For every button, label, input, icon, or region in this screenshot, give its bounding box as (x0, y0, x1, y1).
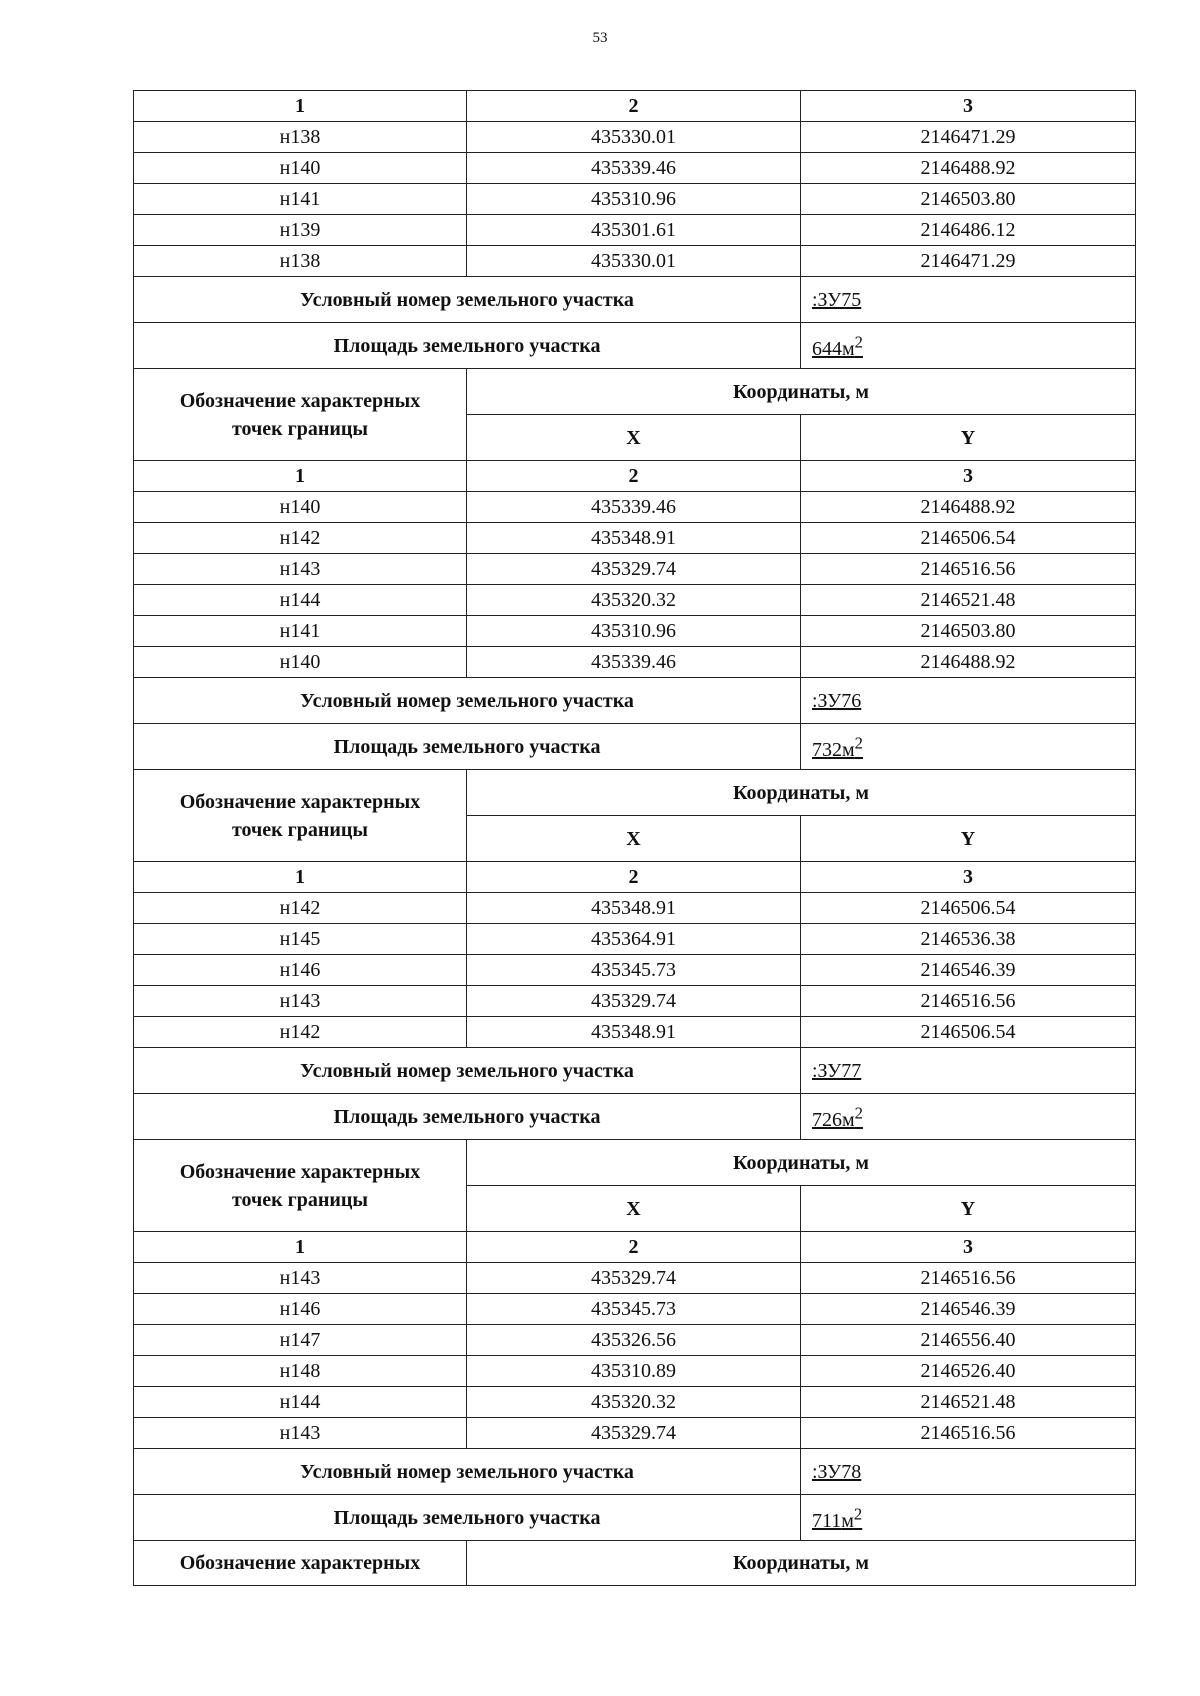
designation-label-line2: точек границы (231, 818, 369, 841)
coordinate-row (134, 492, 1136, 523)
x-coordinate-cell: 435320.32 (467, 1387, 801, 1418)
coordinate-row (134, 1387, 1136, 1418)
coordinates-header: Координаты, м (467, 1140, 1136, 1186)
x-coordinate-cell: 435329.74 (467, 1418, 801, 1449)
x-coordinate-cell: 435310.96 (467, 616, 801, 647)
point-designation-cell: н147 (134, 1325, 467, 1356)
y-coordinate-cell: 2146546.39 (801, 955, 1136, 986)
x-coordinate-cell: 435348.91 (467, 893, 801, 924)
area-power: 2 (854, 332, 863, 352)
parcel-number-value (801, 678, 1136, 724)
area-unit: м (841, 1509, 854, 1532)
coordinates-header: Координаты, м (467, 770, 1136, 816)
area-unit: м (842, 337, 855, 360)
coordinate-row (134, 616, 1136, 647)
parcel-number-label: Условный номер земельного участка (134, 1449, 801, 1495)
column-number-cell: 1 (134, 862, 467, 893)
parcel-number-value (801, 1048, 1136, 1094)
parcel-number-label: Условный номер земельного участка (134, 277, 801, 323)
designation-label-line2: точек границы (231, 417, 369, 440)
x-coordinate-cell: 435320.32 (467, 585, 801, 616)
parcel-area-value (801, 1094, 1136, 1140)
designation-header (134, 369, 467, 461)
x-coordinate-cell: 435339.46 (467, 153, 801, 184)
x-coordinate-cell: 435329.74 (467, 986, 801, 1017)
point-designation-cell: н143 (134, 554, 467, 585)
column-number-row (134, 862, 1136, 893)
coordinate-row (134, 585, 1136, 616)
designation-header (134, 1541, 467, 1586)
point-designation-cell: н141 (134, 184, 467, 215)
point-designation-cell: н148 (134, 1356, 467, 1387)
parcel-number-row (134, 678, 1136, 724)
y-coordinate-cell: 2146503.80 (801, 616, 1136, 647)
x-coordinate-cell: 435364.91 (467, 924, 801, 955)
coordinate-row (134, 1017, 1136, 1048)
x-coordinate-cell: 435329.74 (467, 1263, 801, 1294)
parcel-number: :ЗУ78 (812, 1460, 862, 1483)
parcel-number-value (801, 1449, 1136, 1495)
point-designation-cell: н140 (134, 153, 467, 184)
coordinate-row (134, 1418, 1136, 1449)
area-power: 2 (854, 733, 863, 753)
y-coordinate-cell: 2146546.39 (801, 1294, 1136, 1325)
y-coordinate-cell: 2146506.54 (801, 523, 1136, 554)
x-coordinate-cell: 435348.91 (467, 523, 801, 554)
coordinate-row (134, 153, 1136, 184)
y-axis-header: Y (801, 415, 1136, 461)
point-designation-cell: н142 (134, 1017, 467, 1048)
point-designation-cell: н138 (134, 122, 467, 153)
coordinate-row (134, 246, 1136, 277)
y-coordinate-cell: 2146521.48 (801, 1387, 1136, 1418)
point-designation-cell: н140 (134, 647, 467, 678)
column-number-cell: 1 (134, 461, 467, 492)
coordinate-row (134, 647, 1136, 678)
coordinate-row (134, 122, 1136, 153)
y-coordinate-cell: 2146526.40 (801, 1356, 1136, 1387)
parcel-number-label: Условный номер земельного участка (134, 678, 801, 724)
column-number-cell: 2 (467, 461, 801, 492)
coordinates-header-row (134, 369, 1136, 415)
y-coordinate-cell: 2146488.92 (801, 153, 1136, 184)
page-number: 53 (592, 30, 608, 46)
parcel-area (812, 733, 863, 761)
point-designation-cell: н141 (134, 616, 467, 647)
y-coordinate-cell: 2146471.29 (801, 246, 1136, 277)
point-designation-cell: н144 (134, 585, 467, 616)
parcel-area (812, 1103, 863, 1131)
x-coordinate-cell: 435326.56 (467, 1325, 801, 1356)
designation-header (134, 1140, 467, 1232)
parcel-number-row (134, 277, 1136, 323)
x-coordinate-cell: 435345.73 (467, 1294, 801, 1325)
parcel-area-value (801, 724, 1136, 770)
coordinate-row (134, 986, 1136, 1017)
x-coordinate-cell: 435301.61 (467, 215, 801, 246)
coordinate-row (134, 215, 1136, 246)
x-coordinate-cell: 435348.91 (467, 1017, 801, 1048)
column-number-cell: 2 (467, 862, 801, 893)
y-coordinate-cell: 2146471.29 (801, 122, 1136, 153)
parcel-area-row (134, 724, 1136, 770)
column-number-row (134, 91, 1136, 122)
coordinates-header: Координаты, м (467, 369, 1136, 415)
coordinates-table-body (134, 91, 1136, 1586)
coordinate-row (134, 1294, 1136, 1325)
column-number-cell: 1 (134, 91, 467, 122)
y-coordinate-cell: 2146521.48 (801, 585, 1136, 616)
x-coordinate-cell: 435339.46 (467, 492, 801, 523)
designation-header (134, 770, 467, 862)
x-coordinate-cell: 435329.74 (467, 554, 801, 585)
column-number-cell: 2 (467, 91, 801, 122)
designation-label-line1: Обозначение характерных (179, 790, 421, 813)
coordinate-row (134, 893, 1136, 924)
parcel-area-row (134, 1094, 1136, 1140)
parcel-number-row (134, 1449, 1136, 1495)
x-axis-header: X (467, 816, 801, 862)
point-designation-cell: н143 (134, 1418, 467, 1449)
point-designation-cell: н143 (134, 986, 467, 1017)
column-number-cell: 3 (801, 461, 1136, 492)
coordinate-row (134, 184, 1136, 215)
point-designation-cell: н142 (134, 523, 467, 554)
coordinate-row (134, 554, 1136, 585)
parcel-number-row (134, 1048, 1136, 1094)
parcel-area-row (134, 323, 1136, 369)
x-coordinate-cell: 435330.01 (467, 246, 801, 277)
parcel-area-number: 644 (812, 337, 842, 360)
y-coordinate-cell: 2146516.56 (801, 554, 1136, 585)
column-number-cell: 1 (134, 1232, 467, 1263)
parcel-number: :ЗУ77 (812, 1059, 862, 1082)
y-coordinate-cell: 2146516.56 (801, 1263, 1136, 1294)
area-power: 2 (854, 1103, 863, 1123)
coordinate-row (134, 955, 1136, 986)
point-designation-cell: н143 (134, 1263, 467, 1294)
point-designation-cell: н144 (134, 1387, 467, 1418)
y-coordinate-cell: 2146503.80 (801, 184, 1136, 215)
area-unit: м (842, 1108, 855, 1131)
parcel-area-value (801, 323, 1136, 369)
y-coordinate-cell: 2146486.12 (801, 215, 1136, 246)
area-power: 2 (853, 1504, 863, 1524)
point-designation-cell: н140 (134, 492, 467, 523)
coordinate-row (134, 1263, 1136, 1294)
parcel-area-label: Площадь земельного участка (134, 1094, 801, 1140)
parcel-area-row (134, 1495, 1136, 1541)
point-designation-cell: н145 (134, 924, 467, 955)
y-coordinate-cell: 2146516.56 (801, 1418, 1136, 1449)
coordinate-row (134, 1356, 1136, 1387)
point-designation-cell: н146 (134, 955, 467, 986)
y-axis-header: Y (801, 816, 1136, 862)
point-designation-cell: н146 (134, 1294, 467, 1325)
parcel-area-number: 711 (812, 1509, 842, 1532)
column-number-cell: 3 (801, 1232, 1136, 1263)
point-designation-cell: н142 (134, 893, 467, 924)
x-coordinate-cell: 435330.01 (467, 122, 801, 153)
x-coordinate-cell: 435339.46 (467, 647, 801, 678)
parcel-number: :ЗУ75 (812, 288, 862, 311)
parcel-area-label: Площадь земельного участка (134, 724, 801, 770)
x-axis-header: X (467, 415, 801, 461)
designation-label-line1: Обозначение характерных (179, 1160, 421, 1183)
x-axis-header: X (467, 1186, 801, 1232)
y-coordinate-cell: 2146488.92 (801, 492, 1136, 523)
y-coordinate-cell: 2146536.38 (801, 924, 1136, 955)
y-coordinate-cell: 2146506.54 (801, 1017, 1136, 1048)
y-coordinate-cell: 2146488.92 (801, 647, 1136, 678)
y-coordinate-cell: 2146516.56 (801, 986, 1136, 1017)
designation-label-line2: точек границы (231, 1188, 369, 1211)
column-number-cell: 2 (467, 1232, 801, 1263)
x-coordinate-cell: 435310.96 (467, 184, 801, 215)
x-coordinate-cell: 435310.89 (467, 1356, 801, 1387)
coordinates-header-row (134, 1541, 1136, 1586)
parcel-area-number: 726 (812, 1108, 842, 1131)
column-number-cell: 3 (801, 862, 1136, 893)
x-coordinate-cell: 435345.73 (467, 955, 801, 986)
y-coordinate-cell: 2146506.54 (801, 893, 1136, 924)
column-number-cell: 3 (801, 91, 1136, 122)
column-number-row (134, 1232, 1136, 1263)
parcel-area (812, 332, 863, 360)
coordinate-row (134, 924, 1136, 955)
coordinate-row (134, 1325, 1136, 1356)
y-axis-header: Y (801, 1186, 1136, 1232)
point-designation-cell: н139 (134, 215, 467, 246)
parcel-number-label: Условный номер земельного участка (134, 1048, 801, 1094)
parcel-number: :ЗУ76 (812, 689, 862, 712)
parcel-area-number: 732 (812, 738, 842, 761)
designation-label-line1: Обозначение характерных (179, 389, 421, 412)
column-number-row (134, 461, 1136, 492)
parcel-area (812, 1504, 863, 1532)
coordinates-header-row (134, 1140, 1136, 1186)
area-unit: м (842, 738, 855, 761)
parcel-number-value (801, 277, 1136, 323)
coordinate-row (134, 523, 1136, 554)
parcel-area-value (801, 1495, 1136, 1541)
coordinates-header-row (134, 770, 1136, 816)
coordinates-header: Координаты, м (467, 1541, 1136, 1586)
coordinates-table (133, 90, 1136, 1586)
y-coordinate-cell: 2146556.40 (801, 1325, 1136, 1356)
designation-label-line1: Обозначение характерных (179, 1552, 421, 1574)
parcel-area-label: Площадь земельного участка (134, 1495, 801, 1541)
point-designation-cell: н138 (134, 246, 467, 277)
parcel-area-label: Площадь земельного участка (134, 323, 801, 369)
